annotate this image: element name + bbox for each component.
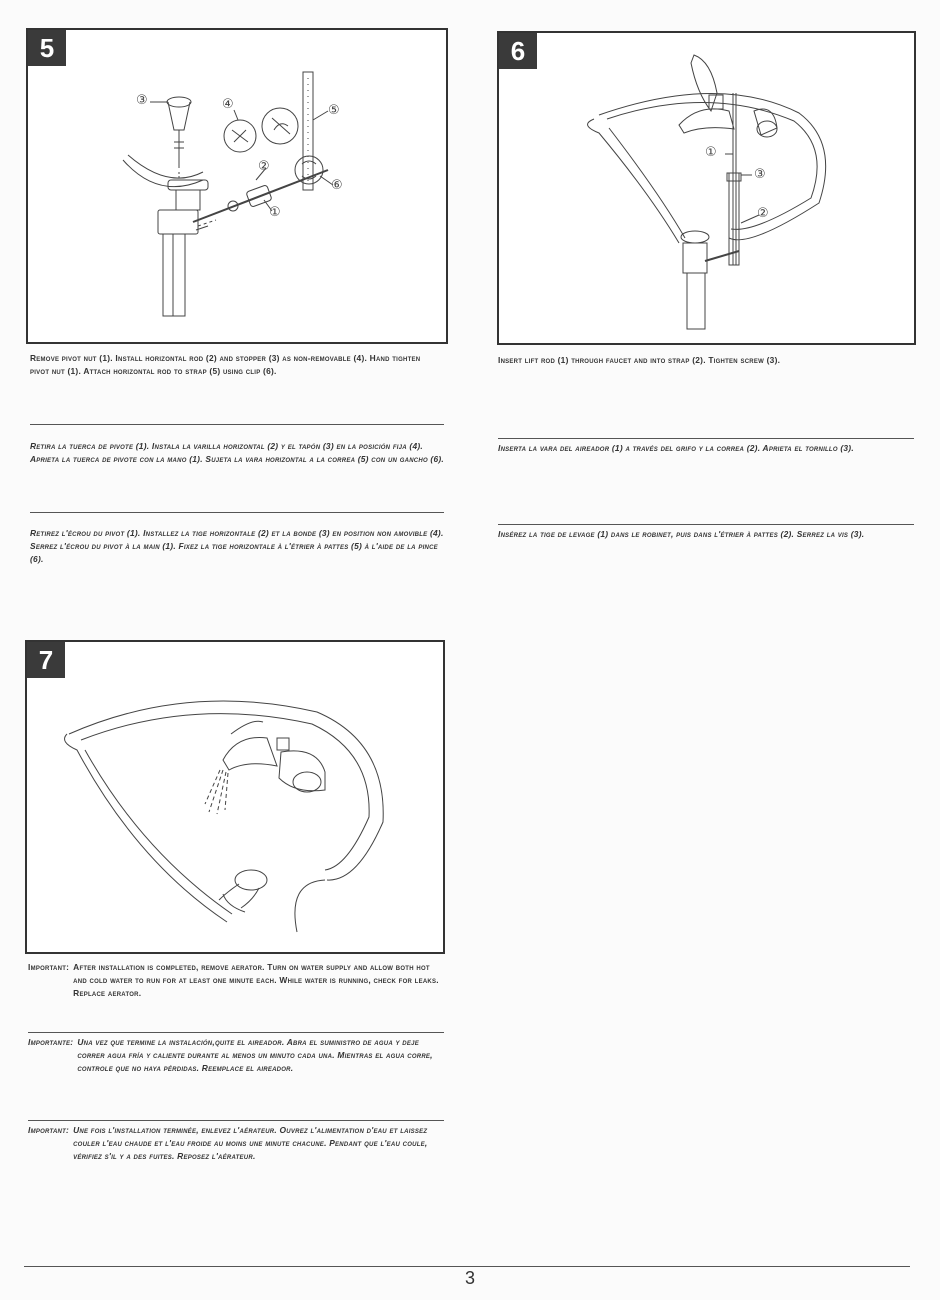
divider [30, 424, 444, 425]
step-7-panel [25, 640, 445, 954]
step-7-body-en: After installation is completed, remove aerator. Turn on water supply and allow both hot and cold water to run for at least one minute each. While water is running, check for leaks. Replace aerator. [73, 962, 439, 998]
step-5-text-en: Remove pivot nut (1). Install horizontal rod (2) and stopper (3) as non-removable (4). Hand tighten pivot nut (1). Attach horizontal rod to strap (5) using clip (6). [30, 353, 421, 376]
step-6-text-en: Insert lift rod (1) through faucet and into strap (2). Tighten screw (3). [498, 355, 781, 365]
step-7-text-fr [28, 1124, 444, 1163]
divider [498, 438, 914, 439]
step-5-number: 5 [28, 30, 66, 66]
step-5-illustration [28, 30, 446, 342]
step-6-illustration [499, 33, 914, 343]
step-7-body-es: Una vez que termine la instalación,quite el aireador. Abra el suministro de agua y deje correr agua fría y caliente durante al menos un minuto cada una. Mientras el agua corre, controle que no haya pérdidas. Reemplace el aireador. [77, 1037, 433, 1073]
step-6-callout-1: ① [705, 145, 717, 160]
step-5-text-es: Retira la tuerca de pivote (1). Instala la varilla horizontal (2) y el tapón (3) en la posición fija (4). Aprieta la tuerca de pivote con la mano (1). Sujeta la vara horizontal a la correa (5) con un gancho (6). [30, 441, 444, 464]
step-5-callout-1: ① [269, 205, 281, 220]
divider [498, 524, 914, 525]
step-6-panel [497, 31, 916, 345]
important-label: Important: [28, 1125, 70, 1135]
step-7-illustration [27, 642, 443, 952]
step-6-callout-3: ③ [754, 167, 766, 182]
important-label: Importante: [28, 1037, 74, 1047]
step-5-callout-3: ③ [136, 93, 148, 108]
step-5-text-fr: Retirez l'écrou du pivot (1). Installez la tige horizontale (2) et la bonde (3) en position non amovible (4). Serrez l'écrou du pivot à la main (1). Fixez la tige horizontale à l'étrier à pattes (5) à l'aide de la pince (6). [30, 528, 444, 564]
step-7-text-es [28, 1036, 444, 1075]
step-5-callout-5: ⑤ [328, 103, 340, 118]
step-6-text-fr: Insérez la tige de levage (1) dans le robinet, puis dans l'étrier à pattes (2). Serrez la vis (3). [498, 529, 865, 539]
step-5-panel [26, 28, 448, 344]
important-label: Important: [28, 962, 70, 972]
divider [28, 1120, 444, 1121]
divider [28, 1032, 444, 1033]
step-7-body-fr: Une fois l'installation terminée, enlevez l'aérateur. Ouvrez l'alimentation d'eau et laissez couler l'eau chaude et l'eau froide au moins une minute chacune. Pendant que l'eau coule, vérifiez s'il y a des fuites. Reposez l'aérateur. [73, 1125, 428, 1161]
footer-rule [24, 1266, 910, 1267]
page-number: 3 [464, 1268, 475, 1288]
step-5-callout-2: ② [258, 159, 270, 174]
step-5-callout-4: ④ [222, 97, 234, 112]
step-5-callout-6: ⑥ [331, 178, 343, 193]
divider [30, 512, 444, 513]
step-7-number: 7 [27, 642, 65, 678]
step-6-text-es: Inserta la vara del aireador (1) a través del grifo y la correa (2). Aprieta el tornillo (3). [498, 443, 854, 453]
step-6-callout-2: ② [757, 206, 769, 221]
step-7-text-en [28, 961, 442, 1000]
step-6-number: 6 [499, 33, 537, 69]
